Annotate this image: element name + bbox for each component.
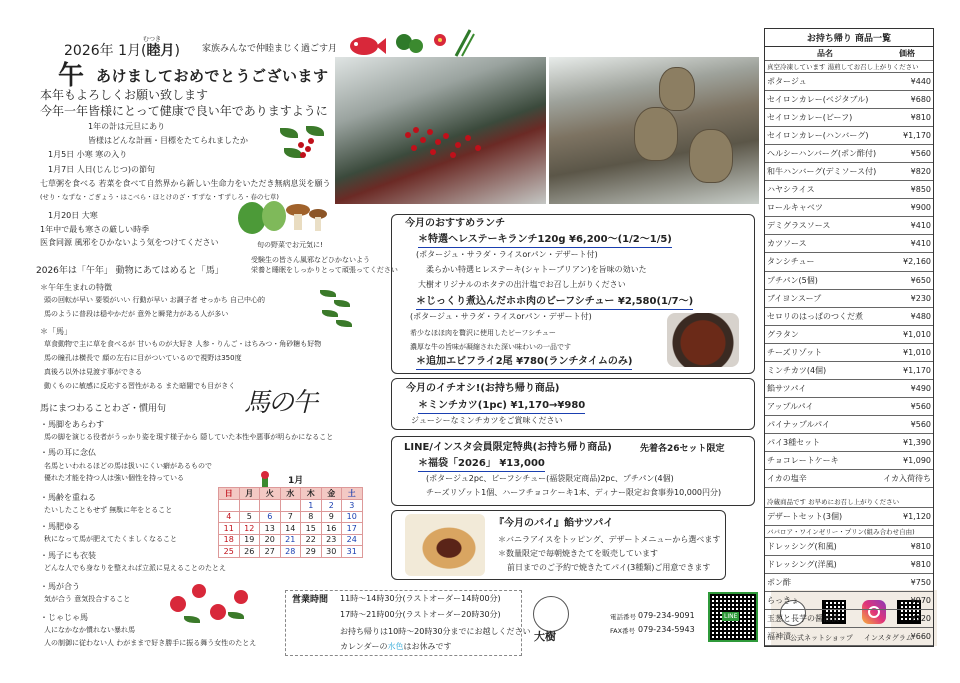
calendar-day bbox=[260, 500, 281, 512]
hours-closed-post: はお休みです bbox=[403, 642, 452, 651]
daikan: 1月20日 大寒 bbox=[48, 211, 98, 220]
item-name: ドレッシング(洋風) bbox=[767, 560, 837, 570]
calendar-day: 17 bbox=[342, 523, 363, 535]
beef-stew-photo bbox=[667, 313, 739, 367]
price-row bbox=[765, 452, 933, 470]
col-name: 品名 bbox=[817, 49, 833, 58]
new-year-decoration bbox=[346, 26, 476, 60]
item-price: ¥720 bbox=[910, 614, 931, 624]
calendar-day: 14 bbox=[280, 523, 301, 535]
proverb-3-desc: たいしたこともせず 無駄に年をとること bbox=[44, 506, 173, 514]
item-price: ¥230 bbox=[910, 293, 931, 303]
item-name: パイ3種セット bbox=[767, 437, 821, 447]
tel-number: 079-234-9091 bbox=[638, 611, 695, 620]
price-row bbox=[765, 272, 933, 290]
item-price: ¥1,120 bbox=[903, 512, 931, 522]
item-price: ¥750 bbox=[910, 578, 931, 588]
hours-takeout: お持ち帰りは10時〜20時30分までにお越しください bbox=[340, 627, 531, 636]
item-name: 和牛ハンバーグ(デミソース付) bbox=[767, 167, 877, 177]
price-row bbox=[765, 556, 933, 574]
kyureki-meaning: 家族みんなで仲睦まじく過ごす月 bbox=[202, 44, 338, 54]
item-price: ¥560 bbox=[910, 419, 931, 429]
ganjitsu-line-1: 1年の計は元旦にあり bbox=[88, 122, 166, 131]
price-row bbox=[765, 470, 933, 488]
price-row bbox=[765, 344, 933, 362]
uma-title: 2026年は「午年」 動物にあてはめると「馬」 bbox=[36, 266, 224, 276]
price-row bbox=[765, 127, 933, 145]
calendar-day: 27 bbox=[260, 546, 281, 558]
lunch-item-2-sub: (ポタージュ・サラダ・ライスorパン・デザート付) bbox=[410, 312, 592, 321]
price-row bbox=[765, 326, 933, 344]
price-row bbox=[765, 199, 933, 217]
proverb-7-desc-2: 人の制御に従わない人 わがままで好き勝手に振る舞う女性のたとえ bbox=[44, 639, 257, 647]
weekday-tue: 火 bbox=[260, 488, 281, 500]
item-name: 餡サツパイ bbox=[767, 383, 807, 393]
fax-number: 079-234-5943 bbox=[638, 625, 695, 634]
section-gap bbox=[765, 488, 933, 496]
shop-logo bbox=[533, 596, 569, 632]
member-limit: 先着各26セット限定 bbox=[640, 444, 725, 454]
proverb-title: 馬にまつわることわざ・慣用句 bbox=[40, 404, 167, 414]
calendar-day: 31 bbox=[342, 546, 363, 558]
item-name: セイロンカレー(ビーフ) bbox=[767, 113, 853, 123]
calendar-month: 1月 bbox=[288, 476, 304, 486]
item-price: ¥810 bbox=[910, 113, 931, 123]
lunch-item-1-desc-1: 柔らかい特選ヒレステーキ(シャトーブリアン)を旨味の効いた bbox=[426, 265, 647, 274]
hours-closed-color-word: 水色 bbox=[387, 642, 404, 651]
jizo-statues-snow-photo bbox=[549, 57, 759, 204]
calendar-day: 12 bbox=[239, 523, 260, 535]
shop-name: 大樹 bbox=[534, 630, 556, 643]
lunch-item-1: ＊特選ヘレステーキランチ120g ¥6,200〜(1/2〜1/5) bbox=[418, 233, 672, 248]
nandina-snow-photo bbox=[335, 57, 546, 204]
price-row bbox=[765, 109, 933, 127]
calendar-day: 1 bbox=[301, 500, 322, 512]
veg-note-3: 栄養と睡眠をしっかりとって頑張ってください bbox=[251, 266, 398, 274]
vegetables-illustration bbox=[236, 196, 328, 236]
calendar-day: 24 bbox=[342, 534, 363, 546]
item-price: ¥440 bbox=[910, 77, 931, 87]
item-price: ¥680 bbox=[910, 95, 931, 105]
proverb-7-desc-1: 人になかなか慣れない暴れ馬 bbox=[44, 626, 135, 634]
ganjitsu-line-2: 皆様はどんな計画・目標をたてられましたか bbox=[88, 136, 248, 145]
item-name: ポン酢 bbox=[767, 578, 791, 588]
item-name: セロリのはっぱのつくだ煮 bbox=[767, 311, 863, 321]
item-price: ¥900 bbox=[910, 203, 931, 213]
price-row bbox=[765, 398, 933, 416]
lunch-item-2-desc-2: 濃厚な牛の旨味が凝縮された深い味わいの一品です bbox=[410, 343, 571, 351]
frozen-note: 真空冷凍しています 湯煎してお召し上がりください bbox=[765, 61, 933, 73]
item-price: ¥560 bbox=[910, 149, 931, 159]
price-row bbox=[765, 91, 933, 109]
pie-title: 『今月のパイ』餡サツパイ bbox=[494, 518, 614, 529]
shokan: 1月5日 小寒 寒の入り bbox=[48, 150, 128, 159]
calendar-day: 26 bbox=[239, 546, 260, 558]
pie-desc-2: ＊数量限定で毎朝焼きたてを販売しています bbox=[498, 549, 658, 558]
price-row bbox=[765, 145, 933, 163]
item-price: ¥2,160 bbox=[903, 257, 931, 267]
kyureki-ruby: むつき bbox=[143, 36, 162, 43]
weekday-mon: 月 bbox=[239, 488, 260, 500]
tai-fish-icon bbox=[346, 26, 476, 60]
item-price: ¥490 bbox=[910, 383, 931, 393]
calendar-day: 10 bbox=[342, 511, 363, 523]
lunch-item-1-sub: (ポタージュ・サラダ・ライスorパン・デザート付) bbox=[416, 250, 598, 259]
calendar-day: 22 bbox=[301, 534, 322, 546]
price-row bbox=[765, 181, 933, 199]
calendar-day: 19 bbox=[239, 534, 260, 546]
proverb-1: ・馬脚をあらわす bbox=[40, 420, 104, 429]
proverb-5-desc: どんな人でも身なりを整えれば立派に見えることのたとえ bbox=[44, 564, 226, 572]
price-row bbox=[765, 508, 933, 526]
item-price: ¥1,390 bbox=[903, 437, 931, 447]
calendar-day: 5 bbox=[239, 511, 260, 523]
uma-s2-line-2: 馬の瞳孔は横長で 顔の左右に目がついているので視野は350度 bbox=[44, 354, 242, 362]
weekday-sat: 土 bbox=[342, 488, 363, 500]
item-price: ¥1,090 bbox=[903, 456, 931, 465]
item-name: セイロンカレー(ハンバーグ) bbox=[767, 131, 869, 141]
weekday-fri: 金 bbox=[321, 488, 342, 500]
item-name: デミグラスソース bbox=[767, 221, 831, 231]
proverb-4: ・馬肥ゆる bbox=[40, 522, 80, 531]
member-title: LINE/インスタ会員限定特典(お持ち帰り商品) bbox=[404, 442, 612, 453]
item-price: ¥810 bbox=[910, 560, 931, 570]
calendar-day: 8 bbox=[301, 511, 322, 523]
item-name: ヘルシーハンバーグ(ポン酢付) bbox=[767, 149, 877, 159]
calendar-day bbox=[219, 500, 240, 512]
calendar-day: 28 bbox=[280, 546, 301, 558]
item-name: チーズリゾット bbox=[767, 347, 823, 357]
dessert-note: ババロア・ワインゼリー・プリン(組み合わせ自由) bbox=[765, 526, 933, 538]
uma-s2-line-1: 草食動物で主に草を食べるが 甘いものが大好き 人参・りんご・はちみつ・角砂糖も好物 bbox=[44, 340, 322, 348]
item-name: ロールキャベツ bbox=[767, 203, 823, 213]
year-month: 2026年 1月( bbox=[64, 43, 147, 59]
hours-lunch: 11時〜14時30分(ラストオーダー14時00分) bbox=[340, 594, 501, 603]
lunch-item-3: ＊追加エビフライ2尾 ¥780(ランチタイムのみ) bbox=[416, 355, 632, 370]
lunch-item-1-desc-2: 大樹オリジナルのホタテの出汁塩でお召し上がりください bbox=[418, 280, 626, 289]
takeout-price-list bbox=[764, 28, 934, 647]
calendar-day: 16 bbox=[321, 523, 342, 535]
calendar-day bbox=[239, 500, 260, 512]
price-list-header bbox=[765, 47, 933, 61]
uma-s1-title: ＊午年生まれの特徴 bbox=[40, 283, 112, 292]
hours-closed bbox=[340, 642, 451, 653]
grass-illustration bbox=[316, 284, 356, 340]
uma-calligraphy: 馬の午 bbox=[244, 388, 317, 418]
price-row bbox=[765, 380, 933, 398]
camellia-illustration bbox=[164, 582, 264, 634]
price-row bbox=[765, 610, 933, 628]
item-name: カツソース bbox=[767, 239, 807, 249]
price-row bbox=[765, 538, 933, 556]
item-price: ¥810 bbox=[910, 542, 931, 552]
price-row bbox=[765, 592, 933, 610]
calendar-day: 30 bbox=[321, 546, 342, 558]
price-row bbox=[765, 574, 933, 592]
calendar-day: 11 bbox=[219, 523, 240, 535]
proverb-4-desc: 秋になって馬が肥えてたくましくなること bbox=[44, 535, 177, 543]
proverb-6-desc: 気が合う 意気投合すること bbox=[44, 595, 131, 603]
greeting-line-1: 本年もよろしくお願い致します bbox=[40, 88, 209, 102]
item-price: ¥1,170 bbox=[903, 365, 931, 375]
hours-label: 営業時間 bbox=[292, 595, 329, 605]
proverb-2-desc-2: 優れた才能を持つ人は強い個性を持っている bbox=[44, 474, 184, 482]
uma-s1-line-2: 馬のように普段は穏やかだが 意外と瞬発力がある人が多い bbox=[44, 310, 229, 318]
daikan-line-2: 医食同源 風邪をひかないよう気をつけてください bbox=[40, 238, 219, 247]
uma-s2-line-3: 真後ろ以外は見渡す事ができる bbox=[44, 368, 142, 376]
proverb-3: ・馬齢を重ねる bbox=[40, 493, 96, 502]
price-row bbox=[765, 308, 933, 326]
hours-closed-pre: カレンダーの bbox=[340, 642, 388, 651]
price-list-title: お持ち帰り 商品一覧 bbox=[765, 29, 933, 47]
pie-photo bbox=[405, 514, 485, 576]
kadomatsu-icon bbox=[256, 470, 274, 488]
calendar-day: 29 bbox=[301, 546, 322, 558]
calendar-day: 15 bbox=[301, 523, 322, 535]
calendar-day: 3 bbox=[342, 500, 363, 512]
col-price: 価格 bbox=[899, 49, 915, 58]
item-price: ¥1,010 bbox=[903, 347, 931, 357]
item-name: グラタン bbox=[767, 329, 799, 339]
line-label: LINE bbox=[724, 613, 738, 620]
chilled-note: 冷蔵商品です お早めにお召し上がりください bbox=[765, 496, 933, 508]
item-name: 玉葱と長芋の醤油漬 bbox=[767, 614, 839, 624]
calendar-day: 25 bbox=[219, 546, 240, 558]
lunch-item-2: ＊じっくり煮込んだホホ肉のビーフシチュー ¥2,580(1/7〜) bbox=[416, 295, 693, 310]
nanakusa-line-1: 七草粥を食べる 若菜を食べて自然界から新しい生命力をいただき無病息災を願う bbox=[40, 179, 331, 188]
uma-s1-line-1: 頭の回転が早い 要領がいい 行動が早い お調子者 せっかち 自己中心的 bbox=[44, 296, 265, 304]
item-name: 福神漬 bbox=[767, 632, 791, 642]
item-name: アップルパイ bbox=[767, 401, 814, 411]
item-price: ¥660 bbox=[910, 632, 931, 642]
item-name: タンシチュー bbox=[767, 257, 815, 267]
member-desc-2: チーズリゾット1個、ハーフチョコケーキ1本、ディナー限定お食事券10,000円分) bbox=[426, 488, 722, 497]
proverb-5: ・馬子にも衣装 bbox=[40, 551, 96, 560]
uma-s2-line-4: 動くものに敏感に反応する習性がある また暗闇でも目がきく bbox=[44, 382, 236, 390]
item-price: イカ入荷待ち bbox=[883, 474, 931, 484]
weekday-thu: 木 bbox=[301, 488, 322, 500]
item-price: ¥560 bbox=[910, 401, 931, 411]
item-price: ¥970 bbox=[910, 596, 931, 606]
item-price: ¥410 bbox=[910, 221, 931, 231]
price-row bbox=[765, 290, 933, 308]
calendar-day: 4 bbox=[219, 511, 240, 523]
price-row bbox=[765, 362, 933, 380]
price-row bbox=[765, 434, 933, 452]
lunch-item-2-desc-1: 希少なほほ肉を贅沢に使用したビーフシチュー bbox=[410, 329, 556, 337]
pie-desc-1: ＊バニラアイスをトッピング、デザートメニューから選べます bbox=[498, 535, 721, 544]
calendar-day: 21 bbox=[280, 534, 301, 546]
item-price: ¥410 bbox=[910, 239, 931, 249]
calendar-day: 7 bbox=[280, 511, 301, 523]
proverb-7: ・じゃじゃ馬 bbox=[40, 613, 88, 622]
nandina-icon bbox=[278, 124, 330, 166]
item-name: プチパン(5個) bbox=[767, 275, 818, 285]
year-month-close: ) bbox=[174, 43, 180, 59]
weekday-wed: 水 bbox=[280, 488, 301, 500]
item-name: チョコレートケーキ bbox=[767, 456, 839, 465]
veg-note-2: 受験生の皆さん風邪などひかないよう bbox=[251, 256, 370, 264]
proverb-6: ・馬が合う bbox=[40, 582, 80, 591]
tel-label: 電話番号 bbox=[610, 613, 636, 621]
calendar-day: 6 bbox=[260, 511, 281, 523]
item-price: ¥480 bbox=[910, 311, 931, 321]
ichioshi-desc: ジューシーなミンチカツをご賞味ください bbox=[411, 416, 563, 425]
frozen-items bbox=[765, 73, 933, 488]
online-shop-label: 公式ネットショップ bbox=[790, 634, 853, 642]
calendar bbox=[218, 487, 363, 558]
item-price: ¥850 bbox=[910, 185, 931, 195]
calendar-day: 23 bbox=[321, 534, 342, 546]
price-row bbox=[765, 73, 933, 91]
item-name: セイロンカレー(ベジタブル) bbox=[767, 95, 869, 105]
item-price: ¥650 bbox=[910, 275, 931, 285]
price-row bbox=[765, 235, 933, 253]
eto-character: 午 bbox=[58, 61, 85, 91]
item-name: デザートセット(3個) bbox=[767, 512, 843, 522]
price-row bbox=[765, 163, 933, 181]
veg-note-1: 旬の野菜でお元気に! bbox=[257, 241, 323, 249]
item-name: イカの塩辛 bbox=[767, 474, 807, 484]
ichioshi-item: ＊ミンチカツ(1pc) ¥1,170→¥980 bbox=[418, 399, 585, 414]
proverb-2: ・馬の耳に念仏 bbox=[40, 448, 96, 457]
member-desc-1: (ポタージュ2pc、ビーフシチュー(福袋限定商品)2pc、プチパン(4個) bbox=[426, 474, 674, 483]
ichioshi-title: 今月のイチオシ!(お持ち帰り商品) bbox=[406, 383, 560, 394]
price-row bbox=[765, 253, 933, 271]
item-name: ドレッシング(和風) bbox=[767, 542, 837, 552]
calendar-day bbox=[280, 500, 301, 512]
item-name: ブイヨンスープ bbox=[767, 293, 822, 303]
price-row bbox=[765, 217, 933, 235]
chilled-items bbox=[765, 538, 933, 646]
item-price: ¥820 bbox=[910, 167, 931, 177]
nanakusa-line-2: (せり・なずな・ごぎょう・はこべら・ほとけのざ・すずな・すずしろ・春の七草) bbox=[40, 193, 279, 201]
item-name: ポタージュ bbox=[767, 77, 807, 87]
item-name: ハヤシライス bbox=[767, 185, 815, 195]
item-name: らっきょ bbox=[767, 596, 799, 606]
calendar-day: 13 bbox=[260, 523, 281, 535]
instagram-label: インスタグラム bbox=[864, 634, 913, 642]
greeting-line-2: 今年一年皆様にとって健康で良い年でありますように bbox=[40, 104, 328, 118]
price-row bbox=[765, 628, 933, 646]
calendar-day: 9 bbox=[321, 511, 342, 523]
hours-dinner: 17時〜21時00分(ラストオーダー20時30分) bbox=[340, 610, 501, 619]
item-price: ¥1,170 bbox=[903, 131, 931, 141]
proverb-1-desc: 馬の脚を演じる役者がうっかり姿を現す様子から 隠していた本性や悪事が明らかになること bbox=[44, 433, 334, 441]
calendar-day: 20 bbox=[260, 534, 281, 546]
item-name: パイナップルパイ bbox=[767, 419, 830, 429]
price-row bbox=[765, 416, 933, 434]
weekday-sun: 日 bbox=[219, 488, 240, 500]
kyureki: 睦月 bbox=[146, 43, 175, 59]
member-item: ＊福袋「2026」 ¥13,000 bbox=[418, 457, 545, 472]
item-name: ミンチカツ(4個) bbox=[767, 365, 827, 375]
jinjitsu: 1月7日 人日(じんじつ)の節句 bbox=[48, 165, 155, 174]
fax-label: FAX番号 bbox=[610, 627, 636, 635]
uma-s2-title: ＊「馬」 bbox=[40, 327, 72, 336]
calendar-day: 2 bbox=[321, 500, 342, 512]
item-price: ¥1,010 bbox=[903, 329, 931, 339]
new-year-greeting: あけましておめでとうございます bbox=[96, 67, 329, 85]
calendar-day: 18 bbox=[219, 534, 240, 546]
pie-desc-3: 前日までのご予約で焼きたてパイ(3種類)ご用意できます bbox=[507, 563, 711, 572]
daikan-line-1: 1年中で最も寒さの厳しい時季 bbox=[40, 225, 150, 234]
lunch-title: 今月のおすすめランチ bbox=[405, 218, 506, 229]
proverb-2-desc-1: 名馬といわれるほどの馬は扱いにくい癖があるもので bbox=[44, 462, 212, 470]
